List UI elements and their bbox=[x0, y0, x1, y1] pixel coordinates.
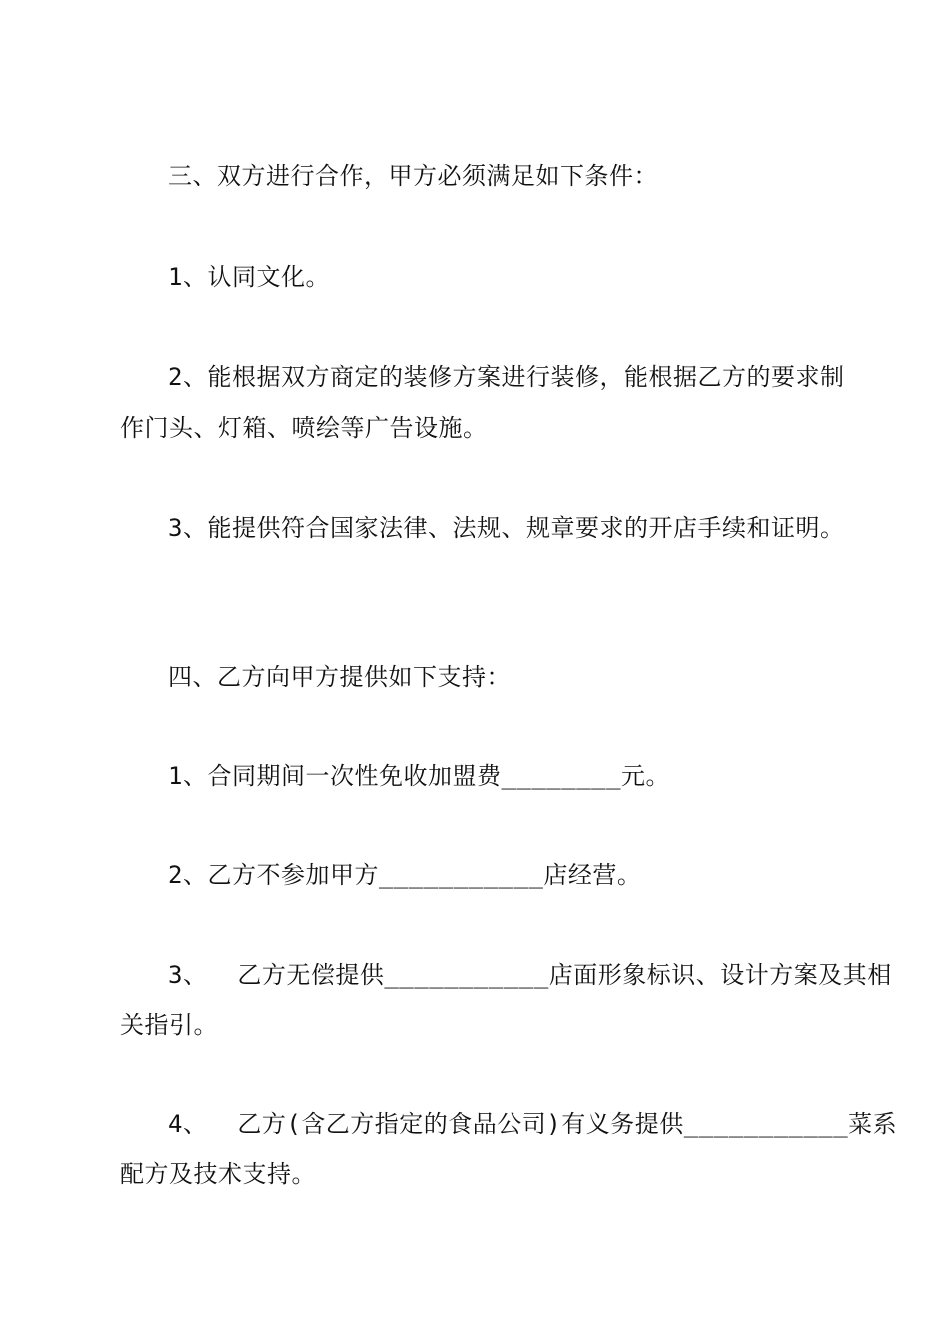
section-3-heading: 三、双方进行合作，甲方必须满足如下条件： bbox=[168, 162, 658, 190]
section-4-item-3-line-1: 3、 乙方无偿提供___________店面形象标识、设计方案及其相 bbox=[168, 961, 892, 989]
section-4-item-2: 2、乙方不参加甲方___________店经营。 bbox=[168, 861, 642, 889]
section-3-item-1: 1、认同文化。 bbox=[168, 263, 330, 291]
section-3-item-2-line-1: 2、能根据双方商定的装修方案进行装修，能根据乙方的要求制 bbox=[168, 363, 845, 391]
section-3-item-3: 3、能提供符合国家法律、法规、规章要求的开店手续和证明。 bbox=[168, 514, 845, 542]
section-4-item-4-line-2: 配方及技术支持。 bbox=[120, 1160, 316, 1188]
section-4-item-1: 1、合同期间一次性免收加盟费________元。 bbox=[168, 762, 671, 790]
section-4-heading: 四、乙方向甲方提供如下支持： bbox=[168, 663, 511, 691]
section-4-item-4-line-1: 4、 乙方(含乙方指定的食品公司)有义务提供___________菜系 bbox=[168, 1110, 898, 1138]
section-3-item-2-line-2: 作门头、灯箱、喷绘等广告设施。 bbox=[120, 414, 488, 442]
section-4-item-3-line-2: 关指引。 bbox=[120, 1011, 218, 1039]
